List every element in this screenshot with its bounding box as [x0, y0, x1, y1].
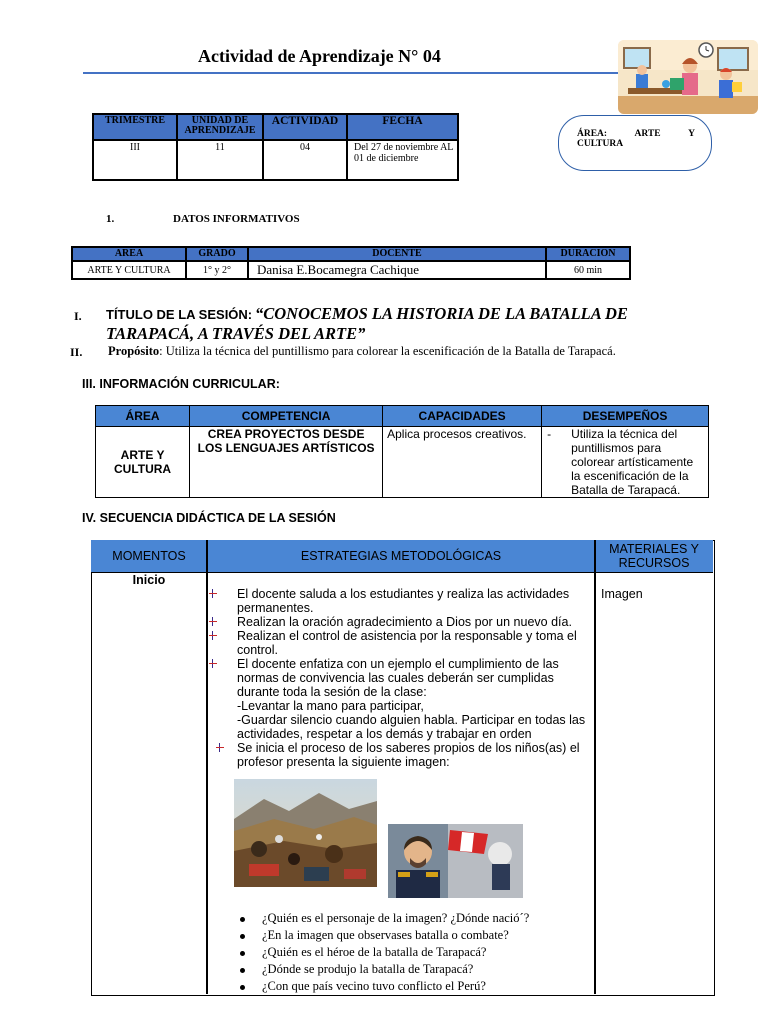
bullet-icon [240, 968, 245, 973]
question-item: ¿En la imagen que observases batalla o combate? [262, 928, 509, 942]
curricular-table [95, 405, 709, 498]
value-duracion: 60 min [546, 261, 630, 279]
datos-number: 1. [106, 213, 115, 225]
session-label: TÍTULO DE LA SESIÓN: [106, 307, 253, 322]
value-desempenos [542, 427, 709, 498]
header-duracion: DURACION [546, 247, 630, 261]
secuencia-title: IV. SECUENCIA DIDÁCTICA DE LA SESIÓN [82, 511, 336, 525]
bullet-icon [209, 659, 217, 669]
header-capacidades: CAPACIDADES [383, 406, 542, 427]
bullet-icon [209, 631, 217, 641]
area-bubble-line1: ÁREA: ARTE Y [577, 129, 695, 139]
header-area: AREA [72, 247, 186, 261]
bullet-icon [240, 934, 245, 939]
header-area: ÁREA [96, 406, 190, 427]
datos-title: DATOS INFORMATIVOS [173, 213, 300, 225]
header-trimestre: TRIMESTRE [93, 114, 177, 140]
material-imagen: Imagen [601, 587, 643, 601]
column-divider [206, 540, 208, 994]
norm-item: -Levantar la mano para participar, [237, 699, 424, 713]
desempenos-dash: - [547, 427, 552, 441]
value-area: ARTE Y CULTURA [96, 427, 190, 498]
purpose-line [108, 344, 616, 359]
purpose-text: : Utiliza la técnica del puntillismo para colorear la escenificación de la Batalla de Tarapacá. [159, 344, 616, 358]
header-actividad: ACTIVIDAD [263, 114, 347, 140]
value-docente: Danisa E.Bocamegra Cachique [248, 261, 546, 279]
moment-inicio: Inicio [132, 573, 166, 587]
question-item: ¿Quién es el personaje de la imagen? ¿Dónde nació´? [262, 911, 530, 925]
header-docente: DOCENTE [248, 247, 546, 261]
header-desempenos: DESEMPEÑOS [542, 406, 709, 427]
bullet-icon [209, 589, 217, 599]
strategy-item: Realizan la oración agradecimiento a Dios por un nuevo día. [237, 615, 572, 629]
value-grado: 1° y 2° [186, 261, 248, 279]
header-unidad: UNIDAD DE APRENDIZAJE [177, 114, 263, 140]
purpose-label: Propósito [108, 344, 160, 358]
classroom-illustration [618, 40, 758, 114]
battle-painting-image [234, 779, 377, 887]
page-title: Actividad de Aprendizaje N° 04 [198, 46, 441, 66]
title-divider [83, 72, 620, 74]
purpose-number: II. [70, 345, 83, 359]
question-item: ¿Con que país vecino tuvo conflicto el Perú? [262, 979, 486, 993]
value-trimestre: III [93, 140, 177, 180]
header-estrategias: ESTRATEGIAS METODOLÓGICAS [300, 549, 502, 563]
header-grado: GRADO [186, 247, 248, 261]
bullet-icon [240, 985, 245, 990]
strategy-item: Se inicia el proceso de los saberes propios de los niños(as) el profesor presenta la siguiente imagen: [237, 741, 580, 769]
session-title: “CONOCEMOS LA HISTORIA DE LA BATALLA DE TARAPACÁ, A TRAVÉS DEL ARTE” [106, 304, 628, 343]
value-fecha: Del 27 de noviembre AL 01 de diciembre [347, 140, 458, 180]
strategy-item: El docente enfatiza con un ejemplo el cumplimiento de las normas de convivencia las cuales deberán ser cumplidas durante toda la sesión de la clase: [237, 657, 559, 699]
value-actividad: 04 [263, 140, 347, 180]
strategy-item: El docente saluda a los estudiantes y realiza las actividades permanentes. [237, 587, 570, 615]
bullet-icon [216, 743, 224, 753]
bullet-icon [240, 951, 245, 956]
header-competencia: COMPETENCIA [190, 406, 383, 427]
header-momentos: MOMENTOS [112, 549, 186, 563]
bullet-icon [209, 617, 217, 627]
info-table [92, 113, 459, 181]
value-competencia: CREA PROYECTOS DESDE LOS LENGUAJES ARTÍSTICOS [190, 427, 383, 498]
datos-table [71, 246, 631, 280]
header-materiales: MATERIALES Y RECURSOS [609, 542, 699, 570]
session-number: I. [74, 309, 82, 323]
strategy-item: Realizan el control de asistencia por la responsable y toma el control. [237, 629, 577, 657]
curricular-title: III. INFORMACIÓN CURRICULAR: [82, 377, 280, 391]
value-unidad: 11 [177, 140, 263, 180]
hero-portrait-image [388, 824, 523, 898]
bullet-icon [240, 917, 245, 922]
question-item: ¿Quién es el héroe de la batalla de Tarapacá? [262, 945, 487, 959]
header-fecha: FECHA [347, 114, 458, 140]
desempenos-text: Utiliza la técnica del puntillismos para colorear artísticamente la escenificación de la Batalla de Tarapacá. [571, 427, 694, 497]
column-divider [594, 540, 596, 994]
norm-item: -Guardar silencio cuando alguien habla. Participar en todas las actividades, respetar a los demás y trabajar en orden [237, 713, 586, 741]
value-capacidades: Aplica procesos creativos. [383, 427, 542, 498]
area-bubble-line2: CULTURA [577, 139, 624, 149]
question-item: ¿Dónde se produjo la batalla de Tarapacá? [262, 962, 474, 976]
value-area: ARTE Y CULTURA [72, 261, 186, 279]
